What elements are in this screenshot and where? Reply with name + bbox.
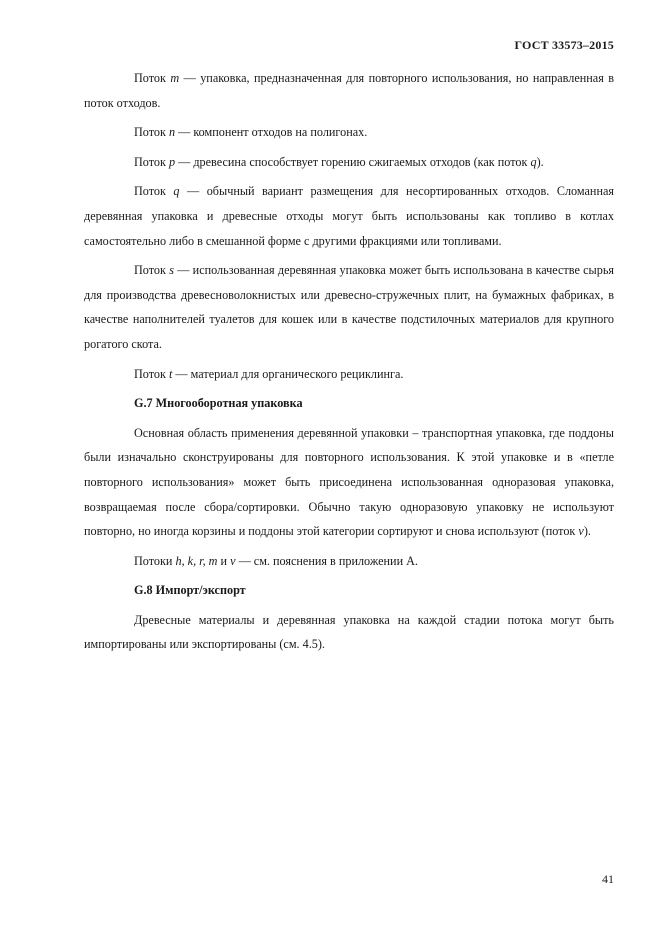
stream-symbol: p xyxy=(168,154,176,169)
stream-symbol: m xyxy=(170,71,180,85)
paragraph-stream-t: Поток t — материал для органического рециклинга. xyxy=(134,366,404,381)
paragraph-stream-n: Поток n — компонент отходов на полигонах. xyxy=(134,125,368,140)
stream-symbols: h, k, r, m xyxy=(175,553,218,568)
section-g7-streams-note: Потоки h, k, r, m и v — см. пояснения в приложении А. xyxy=(134,553,418,568)
page-body xyxy=(84,66,614,662)
section-g8-heading: G.8 Импорт/экспорт xyxy=(134,583,246,598)
paragraph-stream-m: Поток m — упаковка, предназначенная для повторного использования, но направленная в поток отходов. xyxy=(84,71,614,110)
section-g8-paragraph: Древесные материалы и деревянная упаковка на каждой стадии потока могут быть импортированы или экспортированы (см. 4.5). xyxy=(84,612,614,652)
paragraph-stream-p: Поток p — древесина способствует горению сжигаемых отходов (как поток q). xyxy=(134,154,544,169)
stream-symbol: v xyxy=(230,553,236,568)
section-g7-heading: G.7 Многооборотная упаковка xyxy=(134,396,303,411)
paragraph-stream-s: Поток s — использованная деревянная упаковка может быть использована в качестве сырья для производства древесноволокнистых или древесно-стружечных плит, на бумажных фабриках, в качестве наполнителей туалетов для кошек или в качестве подстилочных материалов для крупного рогатого скота. xyxy=(84,263,614,351)
stream-symbol: t xyxy=(168,366,173,381)
stream-symbol: q xyxy=(530,154,537,169)
page-number: 41 xyxy=(602,872,614,886)
stream-symbol: s xyxy=(169,263,174,278)
document-standard-header: ГОСТ 33573–2015 xyxy=(514,38,614,52)
section-g7-paragraph: Основная область применения деревянной упаковки – транспортная упаковка, где поддоны были изначально сконструированы для повторного использования. К этой упаковке и в «петле повторного использования» может быть присоединена использованная одноразовая упаковка, возвращаемая после сбора/сортировки. Обычно такую одноразовую упаковку не используют повторно, но иногда корзины и поддоны этой категории сортируют и снова используют (поток v). xyxy=(84,425,614,539)
stream-symbol: n xyxy=(168,125,176,140)
stream-symbol: v xyxy=(578,524,584,539)
paragraph-stream-q: Поток q — обычный вариант размещения для несортированных отходов. Сломанная деревянная упаковка и древесные отходы могут быть использованы как топливо в котлах самостоятельно либо в смешанной форме с другими фракциями или топливами. xyxy=(84,184,614,248)
stream-symbol: q xyxy=(173,184,180,199)
